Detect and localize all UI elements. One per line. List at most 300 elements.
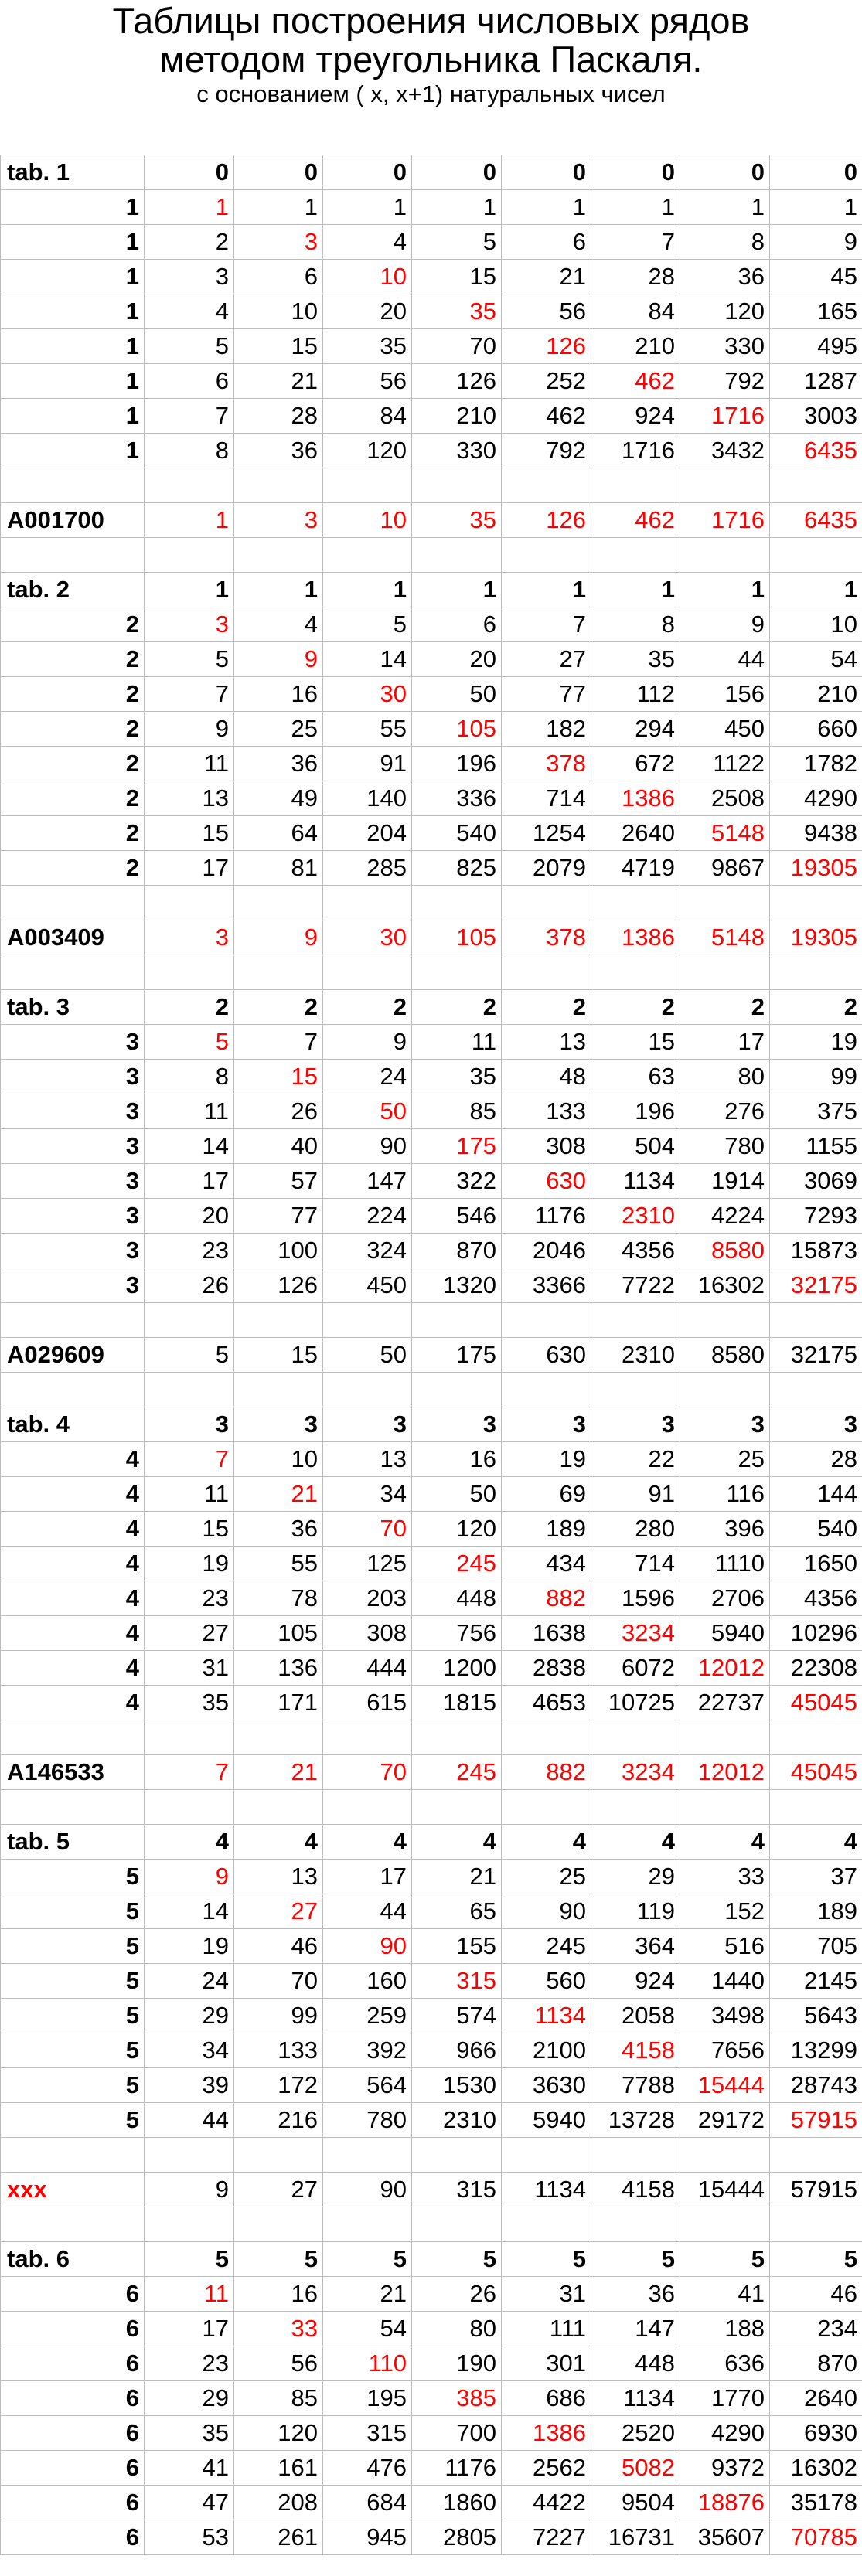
data-cell: 276 [680, 1094, 770, 1129]
data-cell: 7293 [770, 1199, 862, 1234]
data-cell: 14 [323, 642, 412, 677]
data-cell: 26 [412, 2277, 502, 2312]
data-cell: 882 [502, 1581, 591, 1616]
pascal-table-sheet [0, 155, 862, 2555]
table-row [1, 851, 862, 886]
empty-cell [680, 1790, 770, 1825]
data-cell: 3498 [680, 1999, 770, 2033]
data-cell: 49 [234, 781, 323, 816]
data-cell: 70 [234, 1964, 323, 1999]
data-cell: 11 [145, 2277, 234, 2312]
data-cell: 21 [234, 1477, 323, 1512]
empty-cell [591, 1790, 680, 1825]
header-cell: 3 [323, 1407, 412, 1442]
header-cell: 4 [502, 1825, 591, 1860]
table-row [1, 1199, 862, 1234]
empty-cell [234, 886, 323, 920]
data-cell: 4224 [680, 1199, 770, 1234]
row-first-cell: 5 [1, 2068, 145, 2103]
data-cell: 13 [234, 1860, 323, 1894]
data-cell: 48 [502, 1060, 591, 1094]
row-first-cell: 4 [1, 1512, 145, 1547]
empty-cell [323, 1720, 412, 1755]
row-first-cell: 6 [1, 2312, 145, 2346]
header-cell: 5 [680, 2242, 770, 2277]
data-cell: 119 [591, 1894, 680, 1929]
table-row [1, 1616, 862, 1651]
sequence-cell: 30 [323, 920, 412, 955]
empty-cell [145, 886, 234, 920]
data-cell: 116 [680, 1477, 770, 1512]
table-row [1, 364, 862, 399]
data-cell: 4290 [770, 781, 862, 816]
data-cell: 12012 [680, 1651, 770, 1686]
data-cell: 175 [412, 1129, 502, 1164]
row-first-cell: 4 [1, 1686, 145, 1720]
row-first-cell: 5 [1, 1860, 145, 1894]
empty-cell [323, 1790, 412, 1825]
data-cell: 35 [412, 1060, 502, 1094]
data-cell: 55 [234, 1547, 323, 1581]
header-cell: 1 [412, 573, 502, 607]
header-cell: 5 [770, 2242, 862, 2277]
table-row [1, 225, 862, 260]
data-cell: 85 [412, 1094, 502, 1129]
blank-row [1, 1373, 862, 1407]
data-cell: 792 [680, 364, 770, 399]
empty-cell [234, 1790, 323, 1825]
table-row [1, 399, 862, 434]
data-cell: 546 [412, 1199, 502, 1234]
data-cell: 15 [145, 1512, 234, 1547]
data-cell: 22737 [680, 1686, 770, 1720]
data-cell: 375 [770, 1094, 862, 1129]
data-cell: 210 [770, 677, 862, 712]
table-row [1, 2416, 862, 2451]
data-cell: 1 [145, 190, 234, 225]
row-first-cell: 1 [1, 190, 145, 225]
table-header-row [1, 573, 862, 607]
data-cell: 6930 [770, 2416, 862, 2451]
data-cell: 19 [770, 1025, 862, 1060]
data-cell: 144 [770, 1477, 862, 1512]
data-cell: 224 [323, 1199, 412, 1234]
data-cell: 17 [145, 851, 234, 886]
data-cell: 110 [323, 2346, 412, 2381]
data-cell: 50 [412, 1477, 502, 1512]
sequence-cell: 5148 [680, 920, 770, 955]
data-cell: 4290 [680, 2416, 770, 2451]
data-cell: 147 [323, 1164, 412, 1199]
data-cell: 3630 [502, 2068, 591, 2103]
data-cell: 26 [145, 1268, 234, 1303]
data-cell: 195 [323, 2381, 412, 2416]
header-cell: 5 [234, 2242, 323, 2277]
sequence-cell: 19305 [770, 920, 862, 955]
data-cell: 10725 [591, 1686, 680, 1720]
row-first-cell: 1 [1, 399, 145, 434]
data-cell: 90 [502, 1894, 591, 1929]
table-row [1, 1651, 862, 1686]
data-cell: 1122 [680, 747, 770, 781]
table-row [1, 434, 862, 468]
data-cell: 630 [502, 1164, 591, 1199]
data-cell: 7 [591, 225, 680, 260]
table-row [1, 1686, 862, 1720]
data-cell: 2805 [412, 2520, 502, 2555]
data-cell: 396 [680, 1512, 770, 1547]
data-cell: 30 [323, 677, 412, 712]
data-cell: 13 [502, 1025, 591, 1060]
data-cell: 19 [145, 1547, 234, 1581]
data-cell: 77 [234, 1199, 323, 1234]
data-cell: 5940 [502, 2103, 591, 2138]
data-cell: 41 [145, 2451, 234, 2486]
table-header-row [1, 990, 862, 1025]
empty-cell [502, 955, 591, 990]
data-cell: 3 [234, 225, 323, 260]
data-cell: 29 [145, 1999, 234, 2033]
empty-cell [770, 955, 862, 990]
sequence-cell: 90 [323, 2173, 412, 2207]
table-label: tab. 5 [1, 1825, 145, 1860]
data-cell: 1134 [591, 1164, 680, 1199]
data-cell: 16 [412, 1442, 502, 1477]
empty-cell [591, 1303, 680, 1338]
data-cell: 36 [234, 1512, 323, 1547]
data-cell: 64 [234, 816, 323, 851]
sequence-cell: 5 [145, 1338, 234, 1373]
data-cell: 330 [412, 434, 502, 468]
table-row [1, 1094, 862, 1129]
data-cell: 15444 [680, 2068, 770, 2103]
table-row [1, 1025, 862, 1060]
data-cell: 20 [145, 1199, 234, 1234]
data-cell: 156 [680, 677, 770, 712]
data-cell: 2706 [680, 1581, 770, 1616]
data-cell: 3069 [770, 1164, 862, 1199]
data-cell: 11 [145, 1477, 234, 1512]
data-cell: 23 [145, 1581, 234, 1616]
header-cell: 5 [591, 2242, 680, 2277]
data-cell: 7227 [502, 2520, 591, 2555]
table-row [1, 2312, 862, 2346]
data-cell: 33 [234, 2312, 323, 2346]
empty-cell [234, 2138, 323, 2173]
data-cell: 1320 [412, 1268, 502, 1303]
empty-cell [502, 1790, 591, 1825]
data-cell: 574 [412, 1999, 502, 2033]
data-cell: 91 [323, 747, 412, 781]
data-cell: 22 [591, 1442, 680, 1477]
data-cell: 1650 [770, 1547, 862, 1581]
sequence-label: A146533 [1, 1755, 145, 1790]
data-cell: 462 [591, 364, 680, 399]
data-cell: 28743 [770, 2068, 862, 2103]
data-cell: 15 [412, 260, 502, 294]
data-cell: 44 [145, 2103, 234, 2138]
data-cell: 7 [145, 399, 234, 434]
data-cell: 714 [591, 1547, 680, 1581]
table-row [1, 1234, 862, 1268]
row-first-cell: 2 [1, 851, 145, 886]
table-label: tab. 6 [1, 2242, 145, 2277]
table-label: tab. 2 [1, 573, 145, 607]
header-cell: 0 [770, 155, 862, 190]
data-cell: 4356 [591, 1234, 680, 1268]
data-cell: 11 [145, 1094, 234, 1129]
data-cell: 1 [234, 190, 323, 225]
data-cell: 57 [234, 1164, 323, 1199]
data-cell: 35 [323, 329, 412, 364]
row-first-cell: 3 [1, 1060, 145, 1094]
data-cell: 2046 [502, 1234, 591, 1268]
data-cell: 5 [323, 607, 412, 642]
header-cell: 3 [770, 1407, 862, 1442]
data-cell: 10 [234, 1442, 323, 1477]
data-cell: 44 [680, 642, 770, 677]
data-cell: 136 [234, 1651, 323, 1686]
table-row [1, 642, 862, 677]
data-cell: 57915 [770, 2103, 862, 2138]
header-cell: 1 [770, 573, 862, 607]
data-cell: 5148 [680, 816, 770, 851]
sequence-cell: 378 [502, 920, 591, 955]
sequence-cell: 9 [234, 920, 323, 955]
header-cell: 5 [412, 2242, 502, 2277]
data-cell: 5 [145, 329, 234, 364]
row-first-cell: 5 [1, 2033, 145, 2068]
empty-cell [323, 468, 412, 503]
data-cell: 3 [145, 260, 234, 294]
data-cell: 322 [412, 1164, 502, 1199]
header-cell: 5 [323, 2242, 412, 2277]
data-cell: 16731 [591, 2520, 680, 2555]
data-cell: 25 [502, 1860, 591, 1894]
data-cell: 5643 [770, 1999, 862, 2033]
empty-cell [591, 1373, 680, 1407]
row-first-cell: 1 [1, 329, 145, 364]
table-row [1, 190, 862, 225]
data-cell: 160 [323, 1964, 412, 1999]
data-cell: 120 [234, 2416, 323, 2451]
data-cell: 165 [770, 294, 862, 329]
data-cell: 36 [234, 434, 323, 468]
data-cell: 4 [145, 294, 234, 329]
data-cell: 55 [323, 712, 412, 747]
blank-row [1, 1720, 862, 1755]
empty-cell [323, 1373, 412, 1407]
empty-cell [502, 468, 591, 503]
table-row [1, 2486, 862, 2520]
data-cell: 2640 [591, 816, 680, 851]
header-cell: 3 [680, 1407, 770, 1442]
row-first-cell: 1 [1, 434, 145, 468]
data-cell: 210 [591, 329, 680, 364]
table-row [1, 1477, 862, 1512]
data-cell: 31 [145, 1651, 234, 1686]
data-cell: 378 [502, 747, 591, 781]
data-cell: 870 [412, 1234, 502, 1268]
data-cell: 308 [323, 1616, 412, 1651]
data-cell: 560 [502, 1964, 591, 1999]
data-cell: 1155 [770, 1129, 862, 1164]
data-cell: 2520 [591, 2416, 680, 2451]
data-cell: 56 [234, 2346, 323, 2381]
empty-cell [770, 1720, 862, 1755]
data-cell: 28 [770, 1442, 862, 1477]
data-cell: 9867 [680, 851, 770, 886]
data-cell: 120 [412, 1512, 502, 1547]
data-cell: 27 [234, 1894, 323, 1929]
empty-cell [1, 2207, 145, 2242]
sequence-cell: 27 [234, 2173, 323, 2207]
empty-cell [412, 2138, 502, 2173]
data-cell: 50 [412, 677, 502, 712]
data-cell: 660 [770, 712, 862, 747]
sequence-cell: 105 [412, 920, 502, 955]
data-cell: 1530 [412, 2068, 502, 2103]
data-cell: 100 [234, 1234, 323, 1268]
data-cell: 208 [234, 2486, 323, 2520]
data-cell: 1716 [591, 434, 680, 468]
data-cell: 1 [323, 190, 412, 225]
data-cell: 450 [323, 1268, 412, 1303]
empty-cell [323, 955, 412, 990]
data-cell: 6072 [591, 1651, 680, 1686]
data-cell: 13299 [770, 2033, 862, 2068]
data-cell: 155 [412, 1929, 502, 1964]
data-cell: 9 [234, 642, 323, 677]
sequence-cell: 7 [145, 1755, 234, 1790]
table-row [1, 2033, 862, 2068]
table-row [1, 1060, 862, 1094]
data-cell: 792 [502, 434, 591, 468]
data-cell: 56 [502, 294, 591, 329]
data-cell: 16302 [680, 1268, 770, 1303]
data-cell: 5 [412, 225, 502, 260]
row-first-cell: 4 [1, 1477, 145, 1512]
empty-cell [412, 468, 502, 503]
data-cell: 4719 [591, 851, 680, 886]
data-cell: 77 [502, 677, 591, 712]
data-cell: 36 [680, 260, 770, 294]
data-cell: 70785 [770, 2520, 862, 2555]
data-cell: 756 [412, 1616, 502, 1651]
data-cell: 21 [234, 364, 323, 399]
data-cell: 15 [234, 329, 323, 364]
row-first-cell: 3 [1, 1199, 145, 1234]
data-cell: 13 [145, 781, 234, 816]
data-cell: 35 [145, 1686, 234, 1720]
data-cell: 280 [591, 1512, 680, 1547]
empty-cell [412, 886, 502, 920]
data-cell: 1 [591, 190, 680, 225]
data-cell: 13728 [591, 2103, 680, 2138]
data-cell: 190 [412, 2346, 502, 2381]
data-cell: 780 [323, 2103, 412, 2138]
row-first-cell: 4 [1, 1442, 145, 1477]
sequence-label: A003409 [1, 920, 145, 955]
empty-cell [1, 886, 145, 920]
data-cell: 1 [412, 190, 502, 225]
data-cell: 450 [680, 712, 770, 747]
row-first-cell: 1 [1, 294, 145, 329]
data-cell: 10 [770, 607, 862, 642]
empty-cell [412, 1720, 502, 1755]
header-cell: 2 [680, 990, 770, 1025]
data-cell: 105 [234, 1616, 323, 1651]
data-cell: 4653 [502, 1686, 591, 1720]
data-cell: 18876 [680, 2486, 770, 2520]
page-subtitle: с основанием ( х, х+1) натуральных чисел [196, 80, 666, 107]
page-title-line-2: методом треугольника Паскаля. [159, 39, 703, 80]
data-cell: 45045 [770, 1686, 862, 1720]
data-cell: 1770 [680, 2381, 770, 2416]
data-cell: 364 [591, 1929, 680, 1964]
empty-cell [234, 538, 323, 573]
data-cell: 308 [502, 1129, 591, 1164]
blank-row [1, 2138, 862, 2173]
data-cell: 99 [770, 1060, 862, 1094]
data-cell: 189 [502, 1512, 591, 1547]
data-cell: 126 [412, 364, 502, 399]
row-first-cell: 6 [1, 2486, 145, 2520]
sequence-cell: 1386 [591, 920, 680, 955]
data-cell: 4422 [502, 2486, 591, 2520]
data-cell: 636 [680, 2346, 770, 2381]
sequence-cell: 2310 [591, 1338, 680, 1373]
data-cell: 125 [323, 1547, 412, 1581]
sequence-cell: 3 [234, 503, 323, 538]
sequence-cell: 8580 [680, 1338, 770, 1373]
data-cell: 216 [234, 2103, 323, 2138]
data-cell: 1176 [502, 1199, 591, 1234]
data-cell: 780 [680, 1129, 770, 1164]
table-row [1, 329, 862, 364]
empty-cell [502, 1373, 591, 1407]
table-row [1, 1164, 862, 1199]
empty-cell [502, 1720, 591, 1755]
row-first-cell: 2 [1, 642, 145, 677]
empty-cell [770, 1790, 862, 1825]
sequence-cell: 9 [145, 2173, 234, 2207]
sequence-cell: 15 [234, 1338, 323, 1373]
sequence-summary-row [1, 503, 862, 538]
data-cell: 31 [502, 2277, 591, 2312]
data-cell: 15 [145, 816, 234, 851]
data-cell: 2310 [591, 1199, 680, 1234]
header-cell: 3 [502, 1407, 591, 1442]
data-cell: 111 [502, 2312, 591, 2346]
data-cell: 1 [502, 190, 591, 225]
sequence-summary-row [1, 1755, 862, 1790]
data-cell: 1200 [412, 1651, 502, 1686]
blank-row [1, 955, 862, 990]
empty-cell [1, 1790, 145, 1825]
table-row [1, 2451, 862, 2486]
data-cell: 3366 [502, 1268, 591, 1303]
data-cell: 65 [412, 1894, 502, 1929]
header-cell: 1 [145, 573, 234, 607]
data-cell: 11 [412, 1025, 502, 1060]
table-header-row [1, 155, 862, 190]
data-cell: 6 [412, 607, 502, 642]
empty-cell [412, 955, 502, 990]
data-cell: 966 [412, 2033, 502, 2068]
data-cell: 196 [591, 1094, 680, 1129]
row-first-cell: 2 [1, 781, 145, 816]
